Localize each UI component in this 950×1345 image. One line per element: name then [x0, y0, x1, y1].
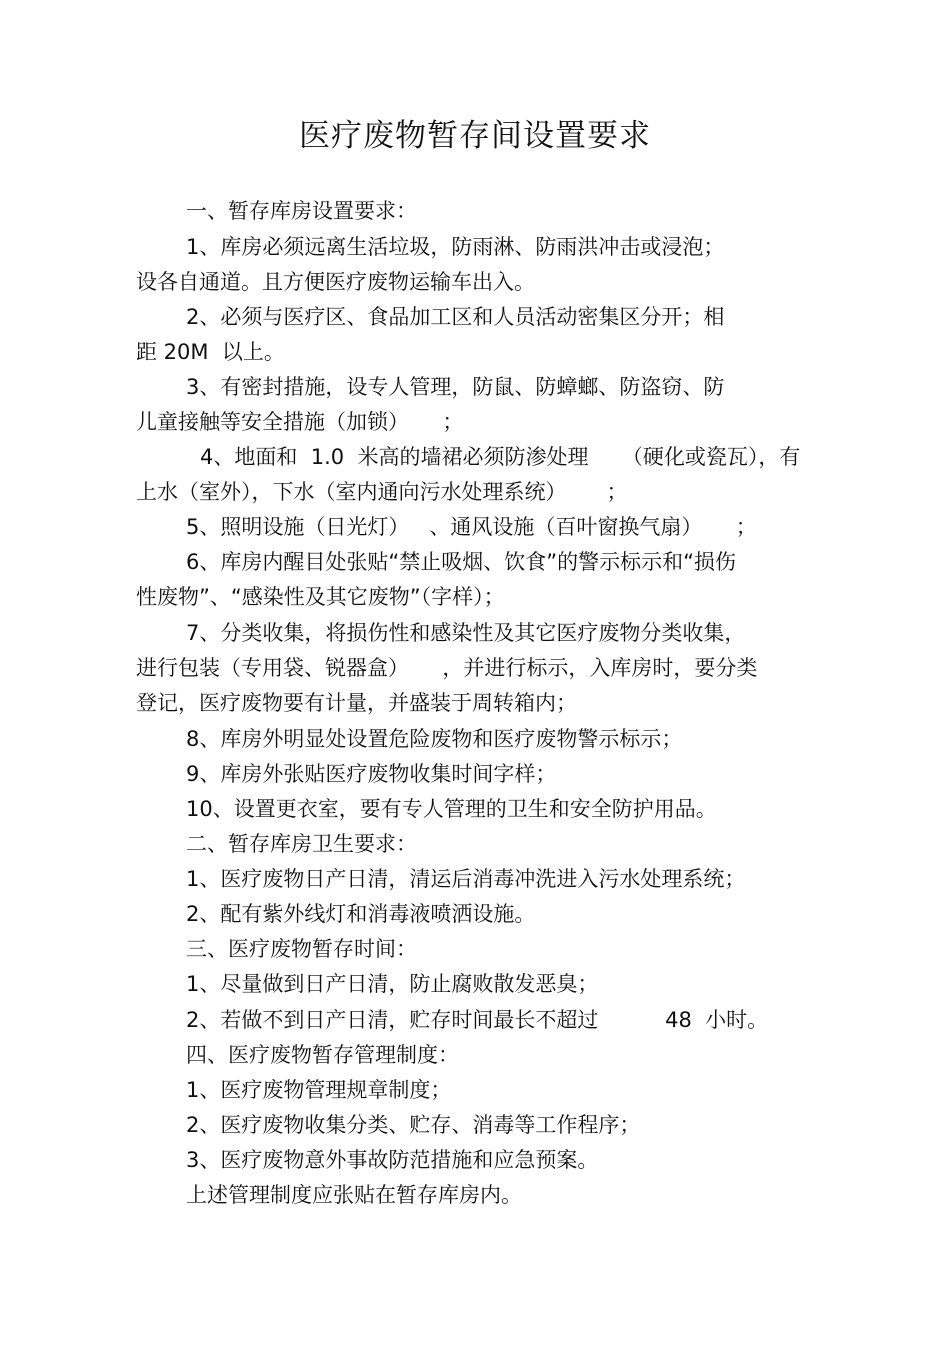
- text-line: 2、配有紫外线灯和消毒液喷洒设施。: [186, 902, 536, 926]
- text-line: 8、库房外明显处设置危险废物和医疗废物警示标示；: [186, 727, 683, 751]
- text-line: 10、设置更衣室，要有专人管理的卫生和安全防护用品。: [186, 797, 717, 821]
- text-line: 2、医疗废物收集分类、贮存、消毒等工作程序；: [186, 1113, 641, 1137]
- text-line: 距 20M 以上。: [136, 340, 285, 364]
- text-line: 3、医疗废物意外事故防范措施和应急预案。: [186, 1148, 599, 1172]
- text-line: 进行包装（专用袋、锐器盒） ，并进行标示，入库房时，要分类: [136, 656, 758, 680]
- section-heading-storage-setup: 一、暂存库房设置要求：: [186, 199, 417, 223]
- section-heading-management-rules: 四、医疗废物暂存管理制度：: [186, 1043, 459, 1067]
- text-line: 性废物”、“感染性及其它废物”（字样）；: [136, 585, 505, 609]
- text-line: 9、库房外张贴医疗废物收集时间字样；: [186, 762, 557, 786]
- text-line: 7、分类收集，将损伤性和感染性及其它医疗废物分类收集，: [186, 621, 746, 645]
- text-line: 上水（室外），下水（室内通向污水处理系统） ；: [136, 480, 628, 504]
- text-line: 2、若做不到日产日清，贮存时间最长不超过 48 小时。: [186, 1008, 769, 1032]
- text-line: 设各自通道。且方便医疗废物运输车出入。: [136, 270, 535, 294]
- text-line: 2、必须与医疗区、食品加工区和人员活动密集区分开；相: [186, 305, 725, 329]
- text-line: 1、医疗废物日产日清，清运后消毒冲洗进入污水处理系统；: [186, 867, 746, 891]
- document-title: 医疗废物暂存间设置要求: [299, 118, 651, 154]
- section-heading-hygiene: 二、暂存库房卫生要求：: [186, 832, 417, 856]
- text-line: 1、库房必须远离生活垃圾，防雨淋、防雨洪冲击或浸泡；: [186, 235, 725, 259]
- text-line: 儿童接触等安全措施（加锁） ；: [136, 410, 464, 434]
- text-line: 登记，医疗废物要有计量，并盛装于周转箱内；: [136, 691, 577, 715]
- text-line: 5、照明设施（日光灯） 、通风设施（百叶窗换气扇） ；: [186, 515, 757, 539]
- section-heading-storage-time: 三、医疗废物暂存时间：: [186, 937, 417, 961]
- text-line: 1、医疗废物管理规章制度；: [186, 1078, 452, 1102]
- text-line: 4、地面和 1.0 米高的墙裙必须防渗处理 （硬化或瓷瓦），有: [200, 445, 801, 469]
- text-line: 上述管理制度应张贴在暂存库房内。: [186, 1183, 522, 1207]
- text-line: 1、尽量做到日产日清，防止腐败散发恶臭；: [186, 972, 599, 996]
- text-line: 3、有密封措施，设专人管理，防鼠、防蟑螂、防盗窃、防: [186, 375, 725, 399]
- text-line: 6、库房内醒目处张贴“禁止吸烟、饮食”的警示标示和“损伤: [186, 550, 736, 574]
